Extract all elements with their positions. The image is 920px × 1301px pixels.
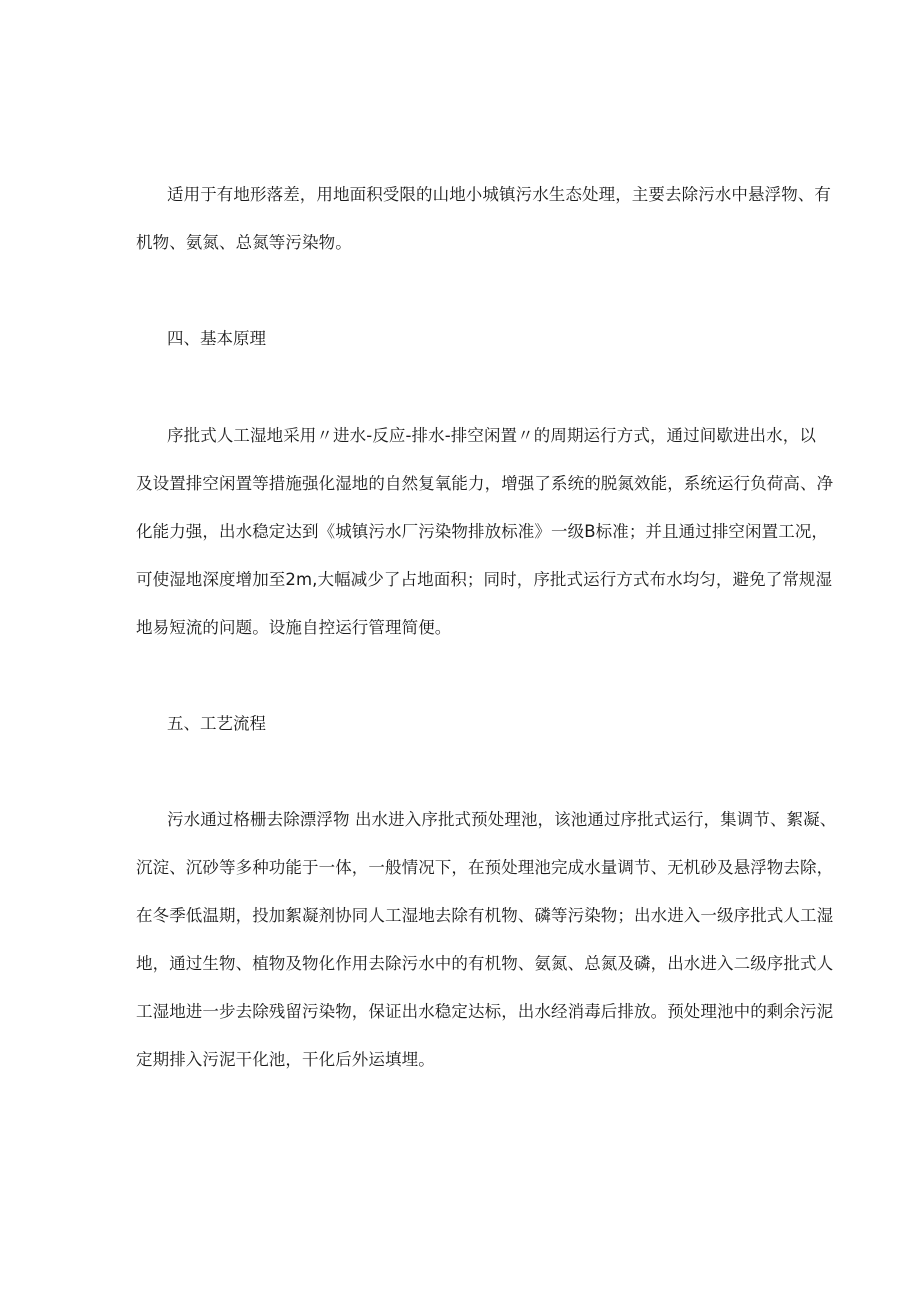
paragraph-line: 沉淀、沉砂等多种功能于一体，一般情况下，在预处理池完成水量调节、无机砂及悬浮物去除， [136,858,834,877]
paragraph-line: 在冬季低温期，投加絮凝剂协同人工湿地去除有机物、磷等污染物；出水进入一级序批式人工湿 [136,906,834,925]
paragraph-line: 可使湿地深度增加至2m,大幅减少了占地面积；同时，序批式运行方式布水均匀，避免了常规湿 [136,570,833,589]
paragraph-line: 机物、氨氮、总氮等污染物。 [136,233,352,252]
paragraph-line: 定期排入污泥干化池，干化后外运填埋。 [136,1050,435,1069]
section-heading-process-flow: 五、工艺流程 [167,714,266,733]
paragraph-line: 地易短流的问题。设施自控运行管理简便。 [136,618,452,637]
paragraph-line: 工湿地进一步去除残留污染物，保证出水稳定达标，出水经消毒后排放。预处理池中的剩余污泥 [136,1002,834,1021]
paragraph-line: 及设置排空闲置等措施强化湿地的自然复氧能力，增强了系统的脱氮效能，系统运行负荷高、净 [136,474,834,493]
paragraph-line: 适用于有地形落差，用地面积受限的山地小城镇污水生态处理，主要去除污水中悬浮物、有 [167,185,831,204]
paragraph-line: 化能力强，出水稳定达到《城镇污水厂污染物排放标准》一级B标准；并且通过排空闲置工况， [136,522,829,541]
paragraph-line: 序批式人工湿地采用〃进水-反应-排水-排空闲置〃的周期运行方式，通过间歇进出水，以 [167,426,816,445]
section-heading-basic-principle: 四、基本原理 [167,329,266,348]
paragraph-line: 地，通过生物、植物及物化作用去除污水中的有机物、氨氮、总氮及磷，出水进入二级序批式人 [136,954,834,973]
paragraph-line: 污水通过格栅去除漂浮物 出水进入序批式预处理池，该池通过序批式运行，集调节、絮凝、 [167,810,837,829]
